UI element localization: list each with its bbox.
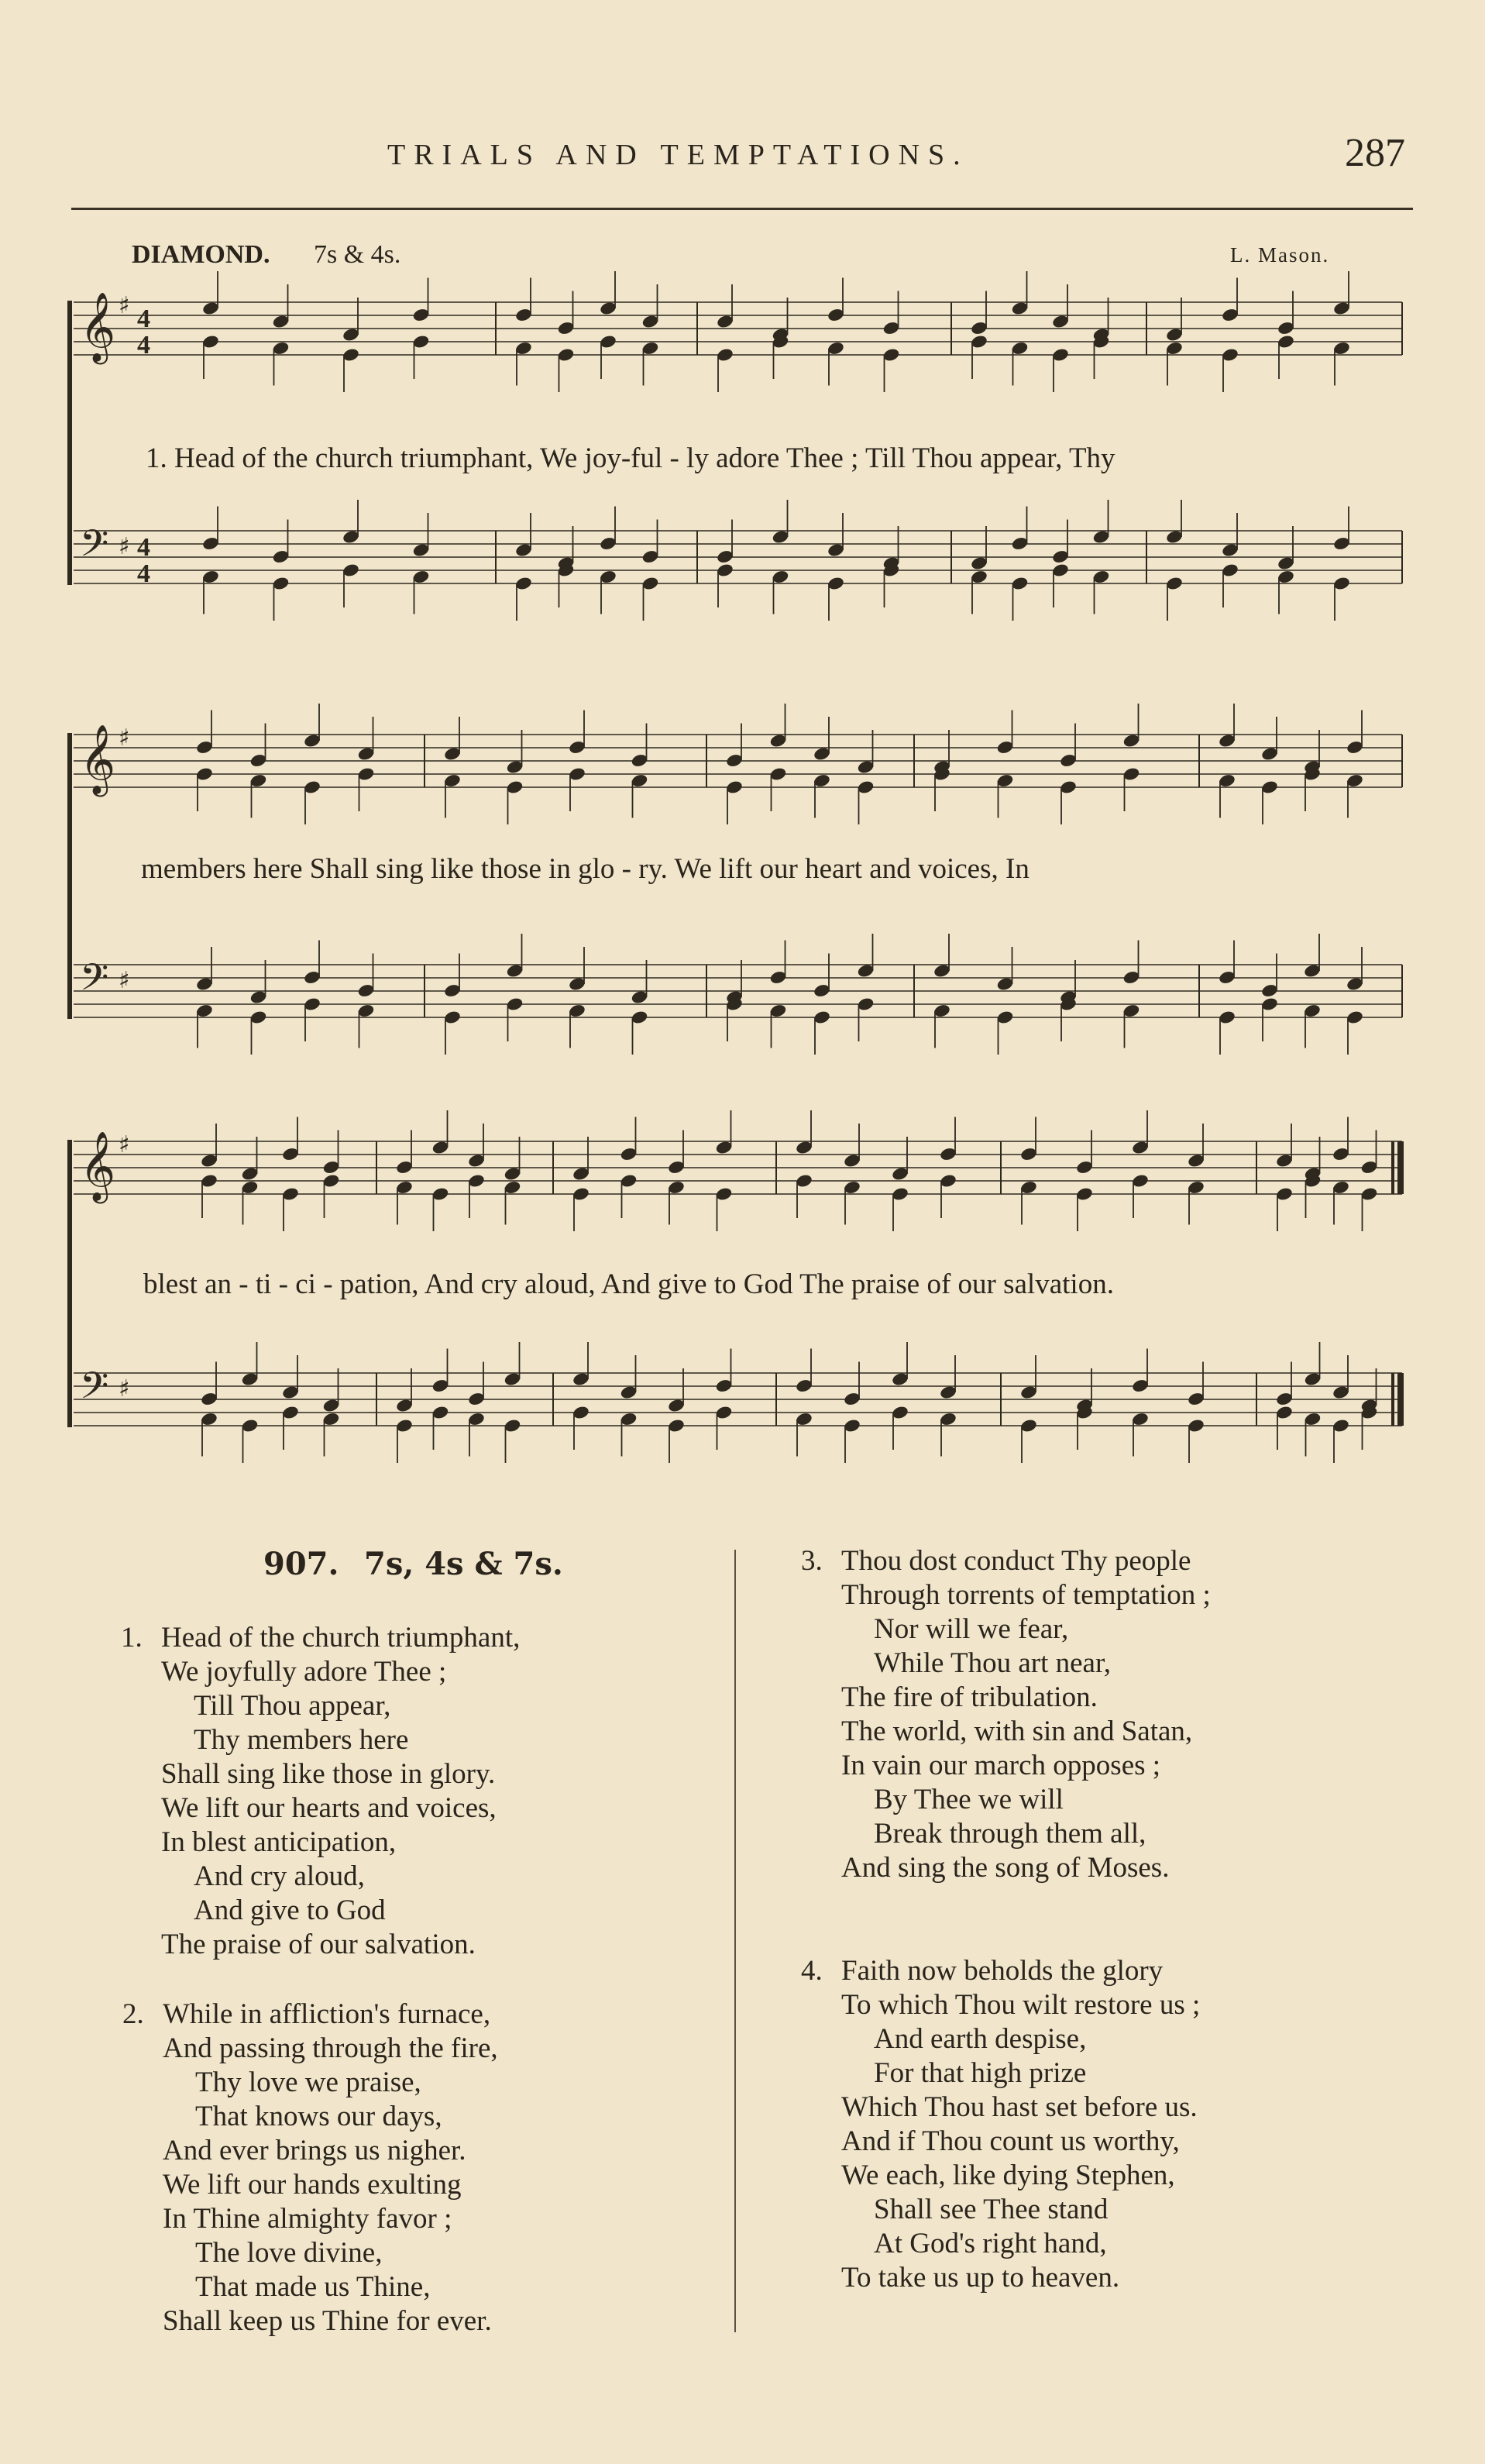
verse-line: Thy members here xyxy=(194,1724,409,1756)
tune-meter: 7s & 4s. xyxy=(314,240,401,269)
lyric-line-2: members here Shall sing like those in glo - ry. We lift our heart and voices, In xyxy=(141,853,1030,885)
verse-line: The love divine, xyxy=(195,2237,383,2269)
time-signature-icon: 4 xyxy=(137,533,150,562)
verse-line: Thou dost conduct Thy people xyxy=(841,1545,1191,1577)
stanza-1 xyxy=(121,1621,521,1962)
sharp-icon: ♯ xyxy=(119,1131,130,1158)
verse-line: While in affliction's furnace, xyxy=(163,1998,491,2030)
system-bracket xyxy=(67,733,72,1019)
sharp-icon: ♯ xyxy=(119,724,130,752)
verse-line: The fire of tribulation. xyxy=(841,1681,1098,1713)
verse-line: Thy love we praise, xyxy=(195,2067,421,2098)
verse-line: Which Thou hast set before us. xyxy=(841,2091,1198,2123)
verse-line: At God's right hand, xyxy=(874,2228,1107,2259)
final-barline xyxy=(1397,1373,1404,1426)
verse-line: Head of the church triumphant, xyxy=(161,1622,521,1654)
verse-line: While Thou art near, xyxy=(874,1647,1112,1679)
page-number: 287 xyxy=(1345,131,1405,175)
verse-line: That knows our days, xyxy=(195,2101,442,2132)
verse-line: Shall sing like those in glory. xyxy=(161,1758,496,1790)
verse-line: We each, like dying Stephen, xyxy=(841,2159,1175,2191)
verse-line: By Thee we will xyxy=(874,1784,1064,1815)
composer: L. Mason. xyxy=(1230,243,1330,267)
verse-line: The world, with sin and Satan, xyxy=(841,1716,1193,1747)
final-barline xyxy=(1391,1141,1394,1194)
verse-line: To which Thou wilt restore us ; xyxy=(841,1989,1201,2021)
tune-name: DIAMOND. xyxy=(132,240,270,269)
verse-line: Break through them all, xyxy=(874,1818,1146,1850)
verse-line: And give to God xyxy=(194,1894,386,1926)
stanza-number: 4. xyxy=(801,1955,823,1987)
verse-line: Shall see Thee stand xyxy=(874,2194,1109,2225)
verse-line: And cry aloud, xyxy=(194,1860,365,1892)
verse-line: For that high prize xyxy=(874,2057,1087,2089)
verse-line: And ever brings us nigher. xyxy=(163,2135,466,2166)
final-barline xyxy=(1391,1373,1394,1426)
treble-clef-icon: 𝄞 xyxy=(80,724,116,794)
time-signature-icon: 4 xyxy=(137,331,150,360)
verse-line: And earth despise, xyxy=(874,2023,1087,2055)
stanza-number: 1. xyxy=(121,1622,143,1654)
treble-clef-icon: 𝄞 xyxy=(80,1131,116,1201)
column-divider xyxy=(734,1550,736,2332)
stanza-number: 3. xyxy=(801,1545,823,1577)
verse-line: Through torrents of temptation ; xyxy=(841,1579,1211,1611)
verse-line: We lift our hearts and voices, xyxy=(161,1792,497,1824)
system-bracket xyxy=(67,1140,72,1427)
sharp-icon: ♯ xyxy=(119,292,130,319)
verse-line: That made us Thine, xyxy=(195,2271,431,2303)
verse-line: The praise of our salvation. xyxy=(161,1929,476,1960)
verse-line: We joyfully adore Thee ; xyxy=(161,1656,447,1688)
verse-line: Till Thou appear, xyxy=(194,1690,391,1722)
system-bracket xyxy=(67,301,72,585)
verse-line: And sing the song of Moses. xyxy=(841,1852,1170,1884)
sharp-icon: ♯ xyxy=(119,533,130,560)
verse-line: In blest anticipation, xyxy=(161,1826,397,1858)
hymn-number: 907. xyxy=(263,1546,339,1582)
running-head: TRIALS AND TEMPTATIONS. xyxy=(387,139,969,171)
verse-line: And passing through the fire, xyxy=(163,2032,498,2064)
treble-clef-icon: 𝄞 xyxy=(80,292,116,362)
verse-line: We lift our hands exulting xyxy=(163,2169,462,2201)
verse-line: Shall keep us Thine for ever. xyxy=(163,2305,492,2337)
verse-line: To take us up to heaven. xyxy=(841,2262,1120,2294)
time-signature-icon: 4 xyxy=(137,305,150,333)
stanza-number: 2. xyxy=(122,1998,144,2030)
stanza-2 xyxy=(122,1998,498,2338)
lyric-line-3: blest an - ti - ci - pation, And cry aloud, And give to God The praise of our salvation. xyxy=(143,1268,1114,1300)
bass-clef-icon: 𝄢 xyxy=(80,1364,109,1416)
verse-line: In vain our march opposes ; xyxy=(841,1750,1161,1781)
final-barline xyxy=(1397,1141,1404,1194)
bass-clef-icon: 𝄢 xyxy=(80,955,109,1008)
bass-clef-icon: 𝄢 xyxy=(80,521,109,574)
sharp-icon: ♯ xyxy=(119,1375,130,1402)
verse-line: And if Thou count us worthy, xyxy=(841,2125,1180,2157)
time-signature-icon: 4 xyxy=(137,559,150,588)
verse-line: Nor will we fear, xyxy=(874,1613,1069,1645)
stanza-4 xyxy=(801,1954,1201,2295)
stanza-3 xyxy=(801,1544,1211,1885)
sharp-icon: ♯ xyxy=(119,967,130,994)
verse-line: Faith now beholds the glory xyxy=(841,1955,1164,1987)
verse-line: In Thine almighty favor ; xyxy=(163,2203,452,2235)
hymn-meter: 7s, 4s & 7s. xyxy=(364,1546,563,1582)
lyric-line-1: 1. Head of the church triumphant, We joy-ful - ly adore Thee ; Till Thou appear, Thy xyxy=(146,442,1115,474)
